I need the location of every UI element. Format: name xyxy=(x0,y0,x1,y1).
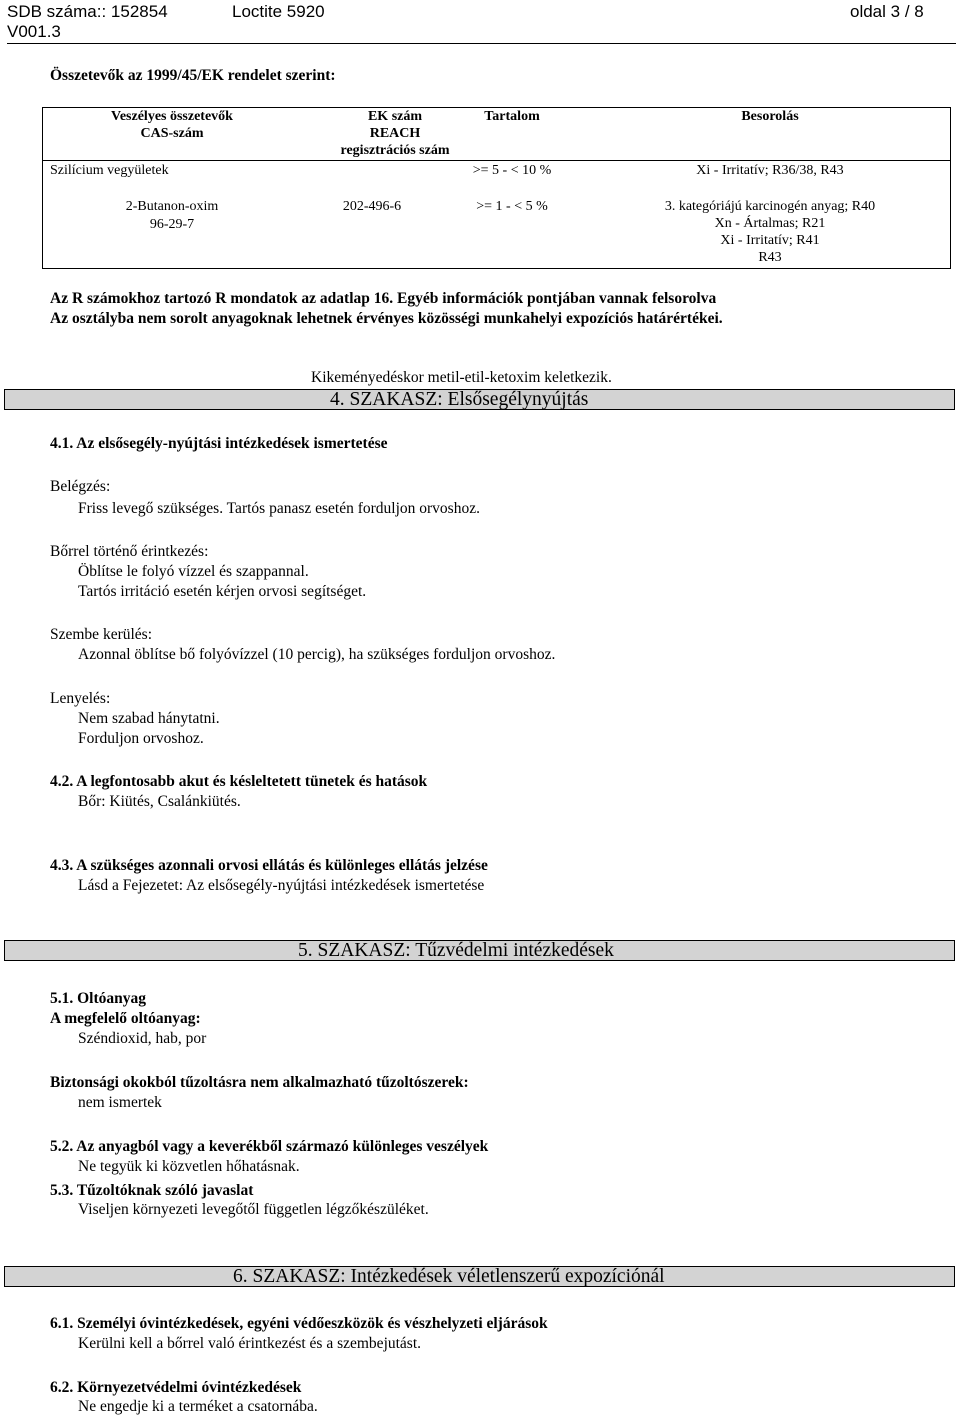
skin-text-1: Öblítse le folyó vízzel és szappannal. xyxy=(78,563,309,580)
col-header-components: Veszélyes összetevők CAS-szám xyxy=(111,109,233,141)
s52-title: 5.2. Az anyagból vagy a keverékből származó különleges veszélyek xyxy=(50,1138,489,1155)
page-number: oldal 3 / 8 xyxy=(850,2,924,21)
ingestion-label: Lenyelés: xyxy=(50,690,111,707)
row1-classification: Xi - Irritatív; R36/38, R43 xyxy=(696,163,844,178)
sdb-number: SDB száma:: 152854 xyxy=(7,2,168,21)
skin-label: Bőrrel történő érintkezés: xyxy=(50,543,209,560)
eye-label: Szembe kerülés: xyxy=(50,626,153,643)
section6-title: 6. SZAKASZ: Intézkedések véletlenszerű expozíciónál xyxy=(233,1266,665,1287)
ingestion-text-1: Nem szabad hánytatni. xyxy=(78,710,220,727)
inhalation-label: Belégzés: xyxy=(50,478,111,495)
col-header-content: Tartalom xyxy=(484,109,540,124)
suitable-media-text: Széndioxid, hab, por xyxy=(78,1030,207,1047)
section5-title: 5. SZAKASZ: Tűzvédelmi intézkedések xyxy=(298,940,614,961)
table-header-divider xyxy=(42,160,951,161)
r-phrases-note: Az R számokhoz tartozó R mondatok az adatlap 16. Egyéb információk pontjában vannak felsorolva xyxy=(50,290,717,307)
s62-title: 6.2. Környezetvédelmi óvintézkedések xyxy=(50,1379,302,1396)
s53-title: 5.3. Tűzoltóknak szóló javaslat xyxy=(50,1182,254,1199)
s51-title: 5.1. Oltóanyag xyxy=(50,990,147,1007)
s43-text: Lásd a Fejezetet: Az elsősegély-nyújtási intézkedések ismertetése xyxy=(78,877,485,894)
ingestion-text-2: Forduljon orvoshoz. xyxy=(78,730,204,747)
row2-cas: 96-29-7 xyxy=(149,217,195,232)
s42-text: Bőr: Kiütés, Csalánkiütés. xyxy=(78,793,241,810)
row2-classification: 3. kategóriájú karcinogén anyag; R40 Xn - Ártalmas; R21 Xi - Irritatív; R41 R43 xyxy=(664,199,876,265)
exposure-limits-note: Az osztályba nem sorolt anyagoknak lehetnek érvényes közösségi munkahelyi expozíciós határértékei. xyxy=(50,310,723,327)
composition-title: Összetevők az 1999/45/EK rendelet szerint: xyxy=(50,67,336,84)
row1-name: Szilícium vegyületek xyxy=(50,163,169,178)
s62-text: Ne engedje ki a terméket a csatornába. xyxy=(78,1398,318,1415)
skin-text-2: Tartós irritáció esetén kérjen orvosi segítséget. xyxy=(78,583,367,600)
s61-text: Kerülni kell a bőrrel való érintkezést és a szembejutást. xyxy=(78,1335,422,1352)
s43-title: 4.3. A szükséges azonnali orvosi ellátás és különleges ellátás jelzése xyxy=(50,857,488,874)
version: V001.3 xyxy=(7,22,61,41)
s42-title: 4.2. A legfontosabb akut és késleltetett tünetek és hatások xyxy=(50,773,428,790)
row1-content: >= 5 - < 10 % xyxy=(472,163,552,178)
s53-text: Viseljen környezeti levegőtől független légzőkészüléket. xyxy=(78,1201,429,1218)
row2-ec: 202-496-6 xyxy=(342,199,402,214)
header-divider xyxy=(7,43,956,44)
s41-title: 4.1. Az elsősegély-nyújtási intézkedések ismertetése xyxy=(50,435,388,452)
product-name: Loctite 5920 xyxy=(232,2,325,21)
inhalation-text: Friss levegő szükséges. Tartós panasz esetén forduljon orvoshoz. xyxy=(78,500,480,517)
row2-name: 2-Butanon-oxim xyxy=(125,199,219,214)
unsuitable-media-text: nem ismertek xyxy=(78,1094,162,1111)
row2-content: >= 1 - < 5 % xyxy=(476,199,548,214)
s61-title: 6.1. Személyi óvintézkedések, egyéni védőeszközök és vészhelyzeti eljárások xyxy=(50,1315,548,1332)
eye-text: Azonnal öblítse bő folyóvízzel (10 percig), ha szükséges forduljon orvoshoz. xyxy=(78,646,556,663)
curing-note: Kikeményedéskor metil-etil-ketoxim keletkezik. xyxy=(311,369,612,386)
s52-text: Ne tegyük ki közvetlen hőhatásnak. xyxy=(78,1158,300,1175)
col-header-classification: Besorolás xyxy=(741,109,799,124)
unsuitable-media-label: Biztonsági okokból tűzoltásra nem alkalmazható tűzoltószerek: xyxy=(50,1074,469,1091)
suitable-media-label: A megfelelő oltóanyag: xyxy=(50,1010,201,1027)
col-header-ec-number: EK szám REACH regisztrációs szám xyxy=(340,109,450,158)
section4-title: 4. SZAKASZ: Elsősegélynyújtás xyxy=(330,389,589,410)
